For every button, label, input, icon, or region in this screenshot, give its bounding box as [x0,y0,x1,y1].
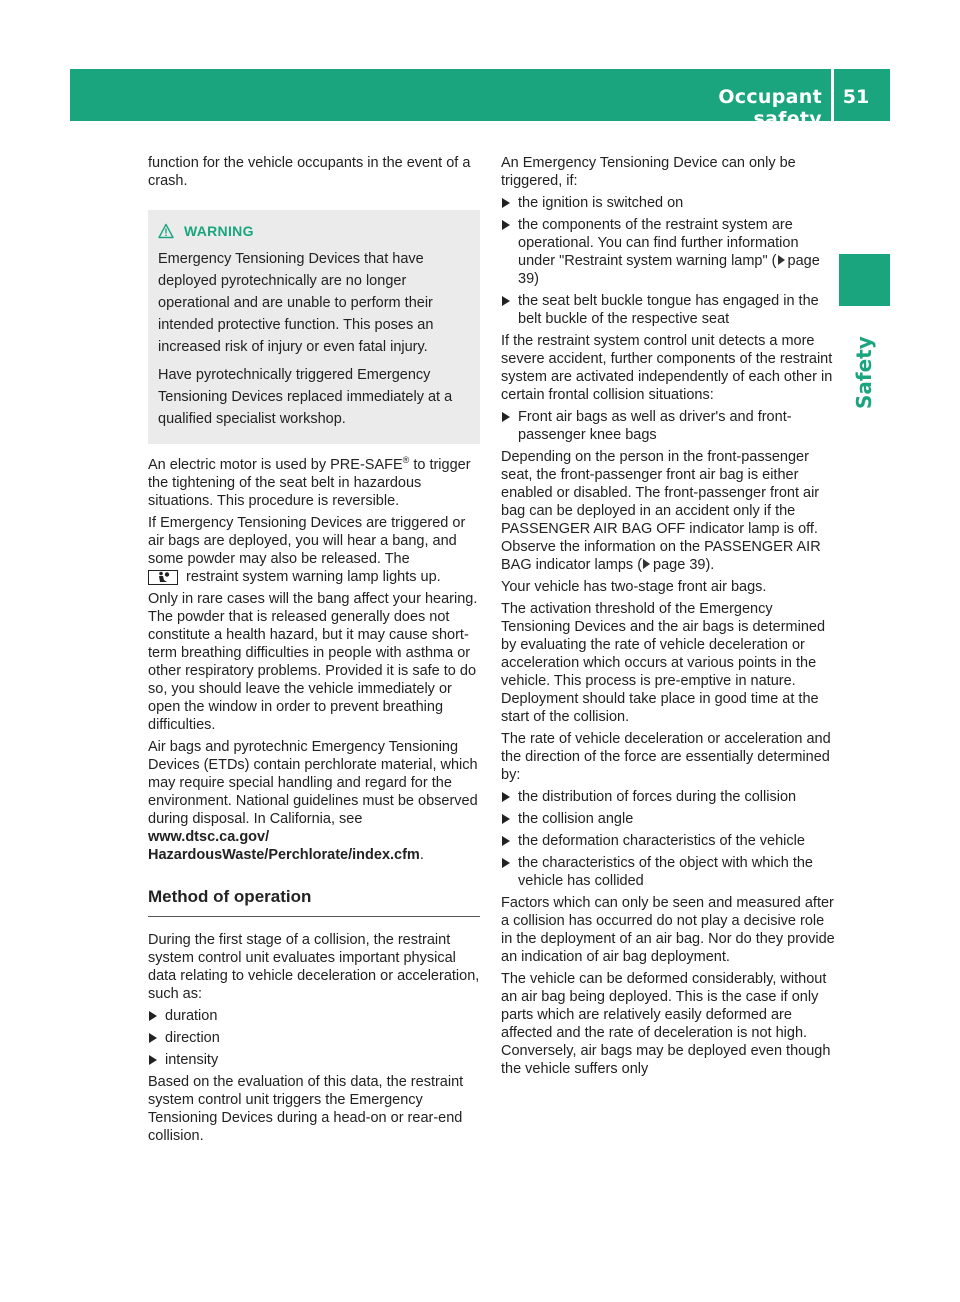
twostage-paragraph: Your vehicle has two-stage front air bags. [501,579,767,595]
method-heading: Method of operation [148,886,480,917]
warning-header [158,220,470,242]
presafe-text-cont: to trigger the tightening of the seat belt in hazardous situations. This procedure is reversible. [148,457,471,509]
method-list [148,1007,480,1069]
factors-paragraph: Factors which can only be seen and measured after a collision has occurred do not play a decisive role in the deployment of an air bag. Nor do they provide an indication of air bag deployment. [501,895,835,965]
presafe-text: An electric motor is used by PRE-SAFE [148,457,403,473]
list-item: the characteristics of the object with which the vehicle has collided [501,854,835,890]
airbag-warning-lamp-icon [148,570,178,585]
perchlorate-text: Air bags and pyrotechnic Emergency Tensioning Devices (ETDs) contain perchlorate material, which may require special handling and regard for the environment. National guidelines must be observed during disposal. In California, see [148,739,478,827]
trigger-list [501,194,835,328]
list-item: the distribution of forces during the collision [501,788,835,806]
hearing-paragraph: Only in rare cases will the bang affect your hearing. The powder that is released generally does not constitute a health hazard, but it may cause short-term breathing difficulties in people with asthma or other respiratory problems. Provided it is safe to do so, you should leave the vehicle immediately or open the window in order to prevent breathing difficulties. [148,591,478,733]
depending-paragraph [501,448,835,574]
list-item: intensity [148,1051,480,1069]
depending-text: Depending on the person in the front-passenger seat, the front-passenger front air bag is either enabled or disabled. The front-passenger front air bag can be deployed in an accident only if the PASSENGER AIR BAG OFF indicator lamp is off. Observe the information on the PASSENGER AIR BAG indicator lamps ( [501,449,821,573]
bang-text: If Emergency Tensioning Devices are triggered or air bags are deployed, you will hear a bang, and some powder may also be released. The [148,515,466,567]
based-paragraph: Based on the evaluation of this data, the restraint system control unit triggers the Emergency Tensioning Devices during a head-on or rear-end collision. [148,1074,464,1144]
bang-paragraph [148,514,480,586]
list-item: direction [148,1029,480,1047]
bang-text-cont: restraint system warning lamp lights up. [182,569,441,585]
header-divider [831,69,834,121]
severe-paragraph: If the restraint system control unit detects a more severe accident, further components of the restraint system are activated independently of each other in certain frontal collision situations: [501,333,833,403]
page-ref-arrow-icon [643,559,650,569]
triggered-paragraph: An Emergency Tensioning Device can only be triggered, if: [501,155,796,189]
warning-triangle-icon [158,223,174,239]
deformed-paragraph: The vehicle can be deformed considerably, without an air bag being deployed. This is the case if only parts which are relatively easily deformed are affected and the rate of deceleration is not high. Conversely, air bags may be deployed even though the vehicle suffers only [501,971,831,1077]
perchlorate-paragraph [148,738,480,864]
page-reference[interactable]: page 39). [653,557,715,573]
dtsc-link[interactable]: www.dtsc.ca.gov/ HazardousWaste/Perchlorate/index.cfm [148,829,420,863]
right-column [501,154,835,1082]
page-section-title: Occupant safety [718,86,822,130]
list-item: the ignition is switched on [501,194,835,212]
list-item: the deformation characteristics of the vehicle [501,832,835,850]
chapter-label: Safety [852,336,876,409]
rate-paragraph: The rate of vehicle deceleration or acceleration and the direction of the force are essentially determined by: [501,731,831,783]
registered-mark: ® [402,455,410,466]
page-ref-arrow-icon [778,255,785,265]
chapter-tab-marker [839,254,890,306]
warning-title: WARNING [184,223,254,239]
threshold-paragraph: The activation threshold of the Emergency Tensioning Devices and the air bags is determined by evaluating the rate of vehicle deceleration or acceleration which occurs at various points in the vehicle. This process is pre-emptive in nature. Deployment should take place in good time at the start of the collision. [501,601,826,725]
page-reference[interactable]: page 39) [518,253,820,287]
list-item: the collision angle [501,810,835,828]
severe-list [501,408,835,444]
list-item: the seat belt buckle tongue has engaged in the belt buckle of the respective seat [501,292,835,328]
list-item-text: the components of the restraint system are operational. You can find further information under "Restraint system warning lamp" ( [518,217,799,269]
list-item: Front air bags as well as driver's and front-passenger knee bags [501,408,835,444]
list-item [501,216,835,288]
list-item: duration [148,1007,480,1025]
rate-list [501,788,835,890]
left-column [148,154,480,1149]
warning-text: Emergency Tensioning Devices that have deployed pyrotechnically are no longer operational and are unable to perform their intended protective function. This poses an increased risk of injury or even fatal injury. [158,251,434,355]
warning-instruction: Have pyrotechnically triggered Emergency Tensioning Devices replaced immediately at a qualified specialist workshop. [158,367,453,427]
page-number: 51 [842,86,870,108]
warning-box [148,210,480,444]
presafe-paragraph [148,456,480,510]
perchlorate-end: . [419,847,424,863]
intro-paragraph: function for the vehicle occupants in the event of a crash. [148,155,471,189]
method-paragraph: During the first stage of a collision, the restraint system control unit evaluates important physical data relating to vehicle deceleration or acceleration, such as: [148,932,480,1002]
